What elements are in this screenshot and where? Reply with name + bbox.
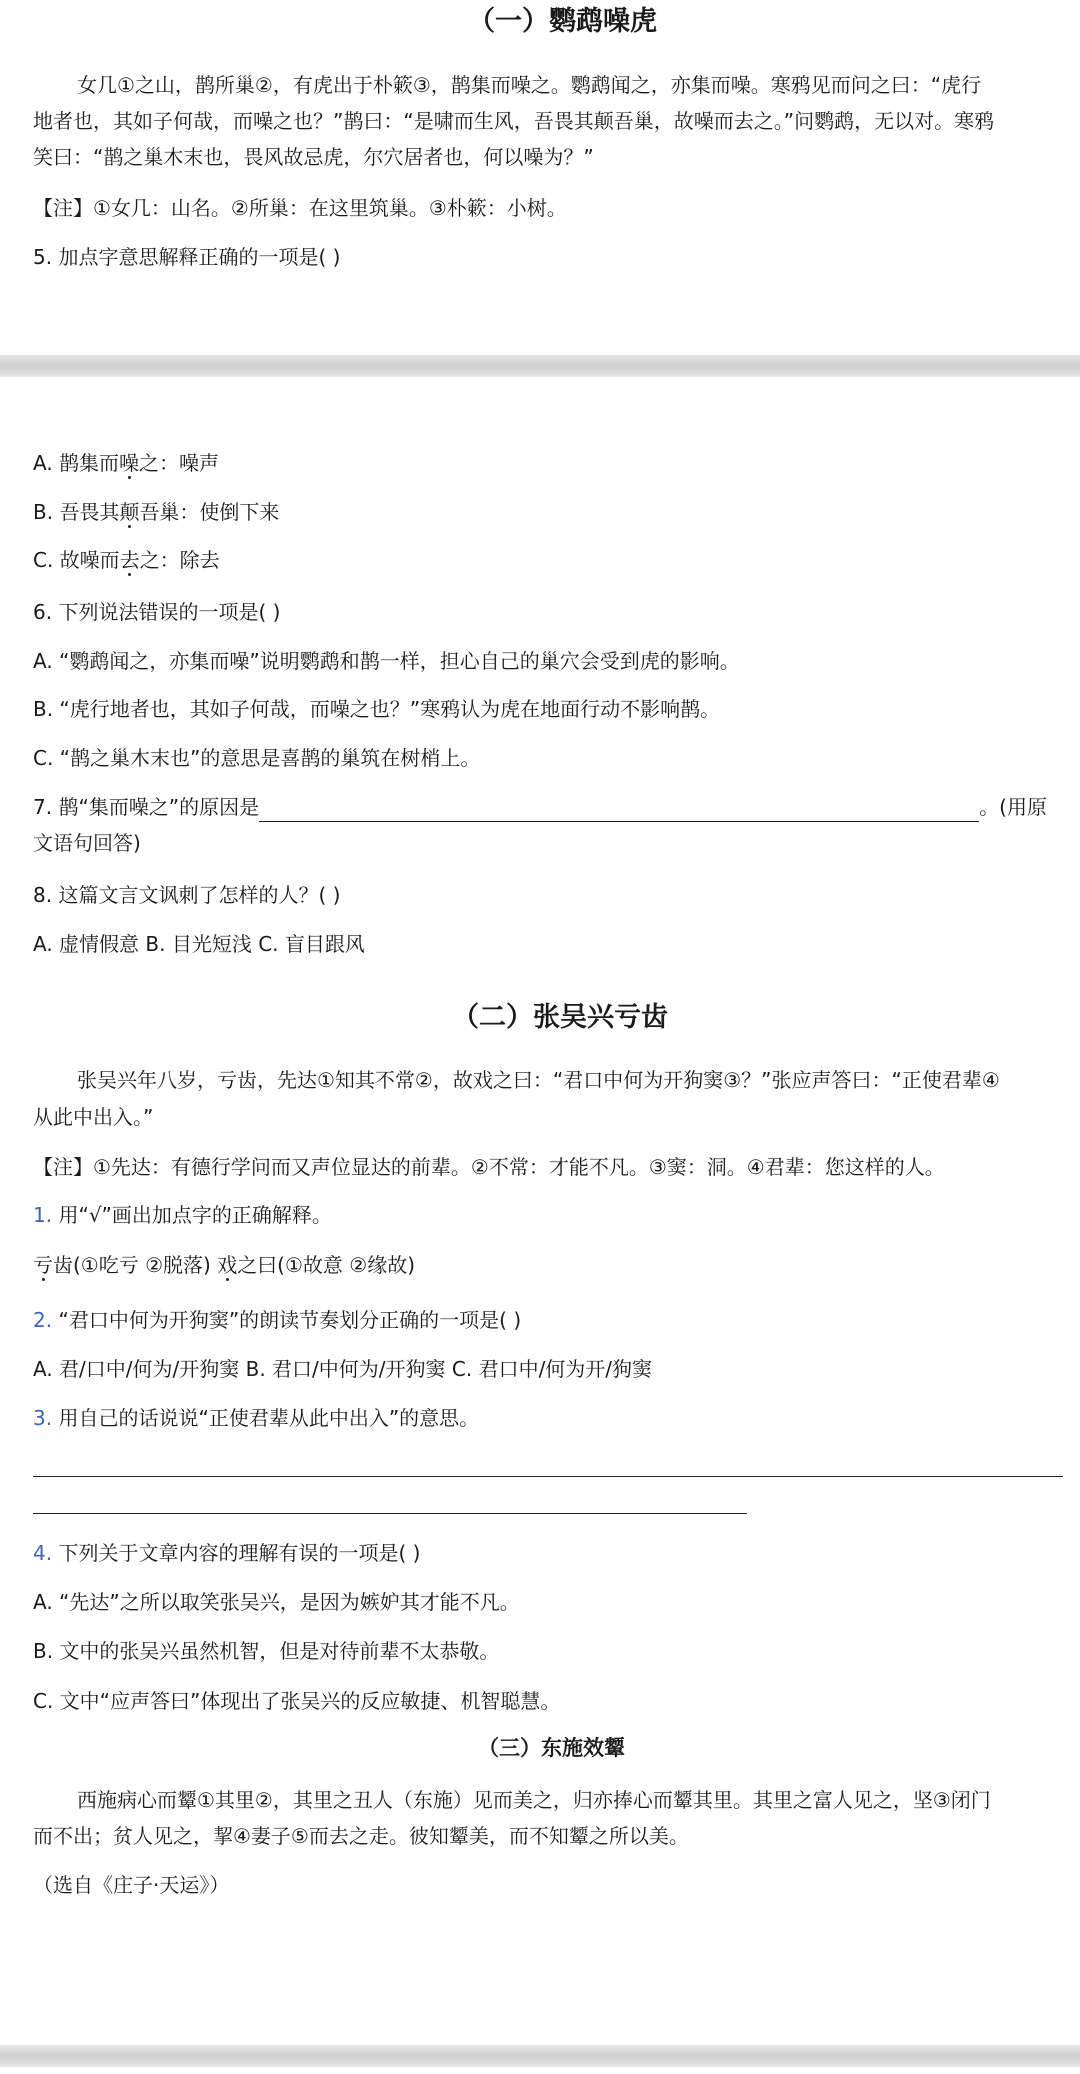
q7-answer-blank[interactable] [259, 797, 979, 822]
s1-paragraph-line-3: 笑曰：“鹊之巢木末也，畏风故忌虎，尔穴居者也，何以噪为？” [33, 145, 594, 169]
s2-question-1: 1. 用“√”画出加点字的正确解释。 [33, 1203, 332, 1227]
s2-q4-option-b: B. 文中的张吴兴虽然机智，但是对待前辈不太恭敬。 [33, 1639, 500, 1663]
s1-note: 【注】①女几：山名。②所巢：在这里筑巢。③朴簌：小树。 [33, 196, 567, 220]
question-7-cont: 文语句回答) [33, 831, 141, 855]
q8-options: A. 虚情假意 B. 目光短浅 C. 盲目跟风 [33, 932, 365, 956]
s2-q2-options: A. 君/口中/何为/开狗窦 B. 君口/中何为/开狗窦 C. 君口中/何为开/狗窦 [33, 1357, 653, 1381]
q3-answer-line-2[interactable] [33, 1513, 747, 1514]
page-separator [0, 355, 1080, 377]
q3-answer-line-1[interactable] [33, 1476, 1063, 1477]
s2-q4-option-c: C. 文中“应声答曰”体现出了张吴兴的反应敏捷、机智聪慧。 [33, 1689, 561, 1713]
s2-question-3: 3. 用自己的话说说“正使君辈从此中出入”的意思。 [33, 1406, 480, 1430]
s1-paragraph-line-2: 地者也，其如子何哉，而噪之也？”鹊曰：“是啸而生风，吾畏其颠吾巢，故噪而去之。”问鹦鹉，无以对。寒鸦 [33, 109, 995, 133]
q5-option-a: A. 鹊集而噪之：噪声 [33, 451, 220, 475]
q6-option-c: C. “鹊之巢木末也”的意思是喜鹊的巢筑在树梢上。 [33, 746, 481, 770]
section-1-title: （一）鹦鹉噪虎 [468, 6, 657, 37]
q6-option-b: B. “虎行地者也，其如子何哉，而噪之也？”寒鸦认为虎在地面行动不影响鹊。 [33, 697, 721, 721]
s3-paragraph-line-2: 而不出；贫人见之，挈④妻子⑤而去之走。彼知颦美，而不知颦之所以美。 [33, 1824, 689, 1848]
s2-paragraph-line-1: 张吴兴年八岁，亏齿，先达①知其不常②，故戏之曰：“君口中何为开狗窦③？”张应声答曰：“正使君辈④ [77, 1068, 1000, 1092]
question-8: 8. 这篇文言文讽刺了怎样的人？( ) [33, 883, 341, 907]
q5-option-c: C. 故噪而去之：除去 [33, 548, 220, 572]
s2-q1-choices: 亏齿(①吃亏 ②脱落) 戏之曰(①故意 ②缘故) [33, 1253, 416, 1277]
s3-source: （选自《庄子·天运》） [33, 1873, 230, 1897]
question-6: 6. 下列说法错误的一项是( ) [33, 600, 281, 624]
s2-question-4: 4. 下列关于文章内容的理解有误的一项是( ) [33, 1541, 421, 1565]
q5-option-b: B. 吾畏其颠吾巢：使倒下来 [33, 500, 280, 524]
section-3-title: （三）东施效颦 [478, 1736, 625, 1760]
s1-paragraph-line-1: 女几①之山，鹊所巢②，有虎出于朴簌③，鹊集而噪之。鹦鹉闻之，亦集而噪。寒鸦见而问之曰：“虎行 [77, 73, 982, 97]
question-7: 7. 鹊“集而噪之”的原因是 。(用原 [33, 792, 1047, 822]
page-separator-bottom [0, 2045, 1080, 2067]
s2-note: 【注】①先达：有德行学问而又声位显达的前辈。②不常：才能不凡。③窦：洞。④君辈：您这样的人。 [33, 1155, 945, 1179]
s2-question-2: 2. “君口中何为开狗窦”的朗读节奏划分正确的一项是( ) [33, 1308, 522, 1332]
s2-q4-option-a: A. “先达”之所以取笑张吴兴，是因为嫉妒其才能不凡。 [33, 1590, 520, 1614]
q6-option-a: A. “鹦鹉闻之，亦集而噪”说明鹦鹉和鹊一样，担心自己的巢穴会受到虎的影响。 [33, 649, 740, 673]
s3-paragraph-line-1: 西施病心而颦①其里②，其里之丑人（东施）见而美之，归亦捧心而颦其里。其里之富人见之，坚③闭门 [77, 1788, 991, 1812]
s2-paragraph-line-2: 从此中出入。” [33, 1105, 154, 1129]
section-2-title: （二）张吴兴亏齿 [452, 1002, 668, 1033]
question-5: 5. 加点字意思解释正确的一项是( ) [33, 245, 341, 269]
